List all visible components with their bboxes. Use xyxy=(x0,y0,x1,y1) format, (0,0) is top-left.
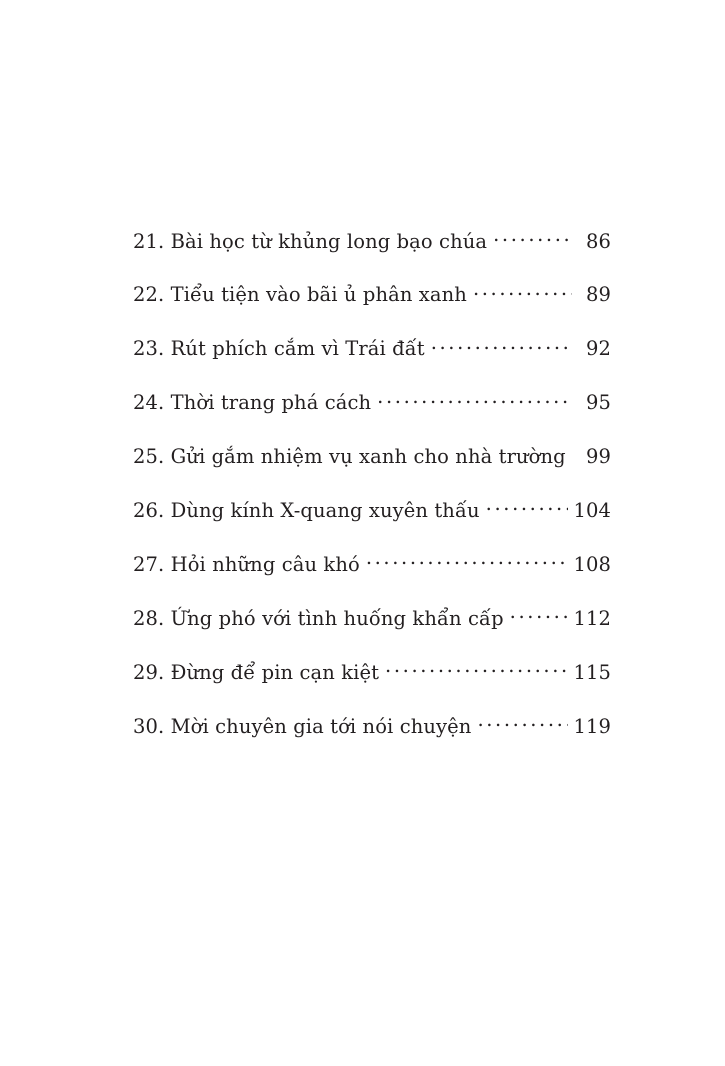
toc-entry-title: 26. Dùng kính X-quang xuyên thấu xyxy=(133,498,480,522)
toc-entry-title: 24. Thời trang phá cách xyxy=(133,391,372,415)
toc-entry-page: 112 xyxy=(573,606,611,630)
toc-leader-dots xyxy=(385,659,568,679)
toc-entry-page: 119 xyxy=(573,714,611,738)
toc-entry xyxy=(133,713,611,738)
toc-leader-dots xyxy=(431,336,572,356)
toc-entry-title: 23. Rút phích cắm vì Trái đất xyxy=(133,337,425,361)
toc-leader-dots xyxy=(377,390,572,410)
toc-entry-title: 21. Bài học từ khủng long bạo chúa xyxy=(133,229,488,253)
toc-entry xyxy=(133,551,611,576)
toc-entry-title: 25. Gửi gắm nhiệm vụ xanh cho nhà trường xyxy=(133,445,566,469)
toc-entry xyxy=(133,605,611,630)
toc-entry-page: 89 xyxy=(585,283,611,307)
toc-entry-title: 27. Hỏi những câu khó xyxy=(133,552,360,576)
toc-entry-page: 115 xyxy=(573,660,611,684)
toc-leader-dots xyxy=(510,605,569,625)
toc-entry-page: 95 xyxy=(585,391,611,415)
toc-entry xyxy=(133,336,611,361)
toc-leader-dots xyxy=(477,713,568,733)
toc-leader-dots xyxy=(486,497,569,517)
toc-entry-title: 22. Tiểu tiện vào bãi ủ phân xanh xyxy=(133,283,467,307)
toc-leader-dots xyxy=(473,282,572,302)
toc-entry xyxy=(133,282,611,307)
toc-leader-dots xyxy=(366,551,569,571)
toc-entry-page: 99 xyxy=(585,445,611,469)
toc-entry-title: 29. Đừng để pin cạn kiệt xyxy=(133,660,380,684)
toc-entry-title: 28. Ứng phó với tình huống khẩn cấp xyxy=(133,606,504,630)
toc-entry-page: 92 xyxy=(585,337,611,361)
toc-entry-page: 104 xyxy=(573,498,611,522)
table-of-contents xyxy=(133,228,611,767)
toc-entry xyxy=(133,497,611,522)
toc-entry xyxy=(133,659,611,684)
toc-entry xyxy=(133,444,611,469)
toc-entry-page: 86 xyxy=(585,229,611,253)
toc-entry-page: 108 xyxy=(573,552,611,576)
toc-entry xyxy=(133,390,611,415)
toc-leader-dots xyxy=(493,228,572,248)
toc-entry xyxy=(133,228,611,253)
toc-entry-title: 30. Mời chuyên gia tới nói chuyện xyxy=(133,714,472,738)
